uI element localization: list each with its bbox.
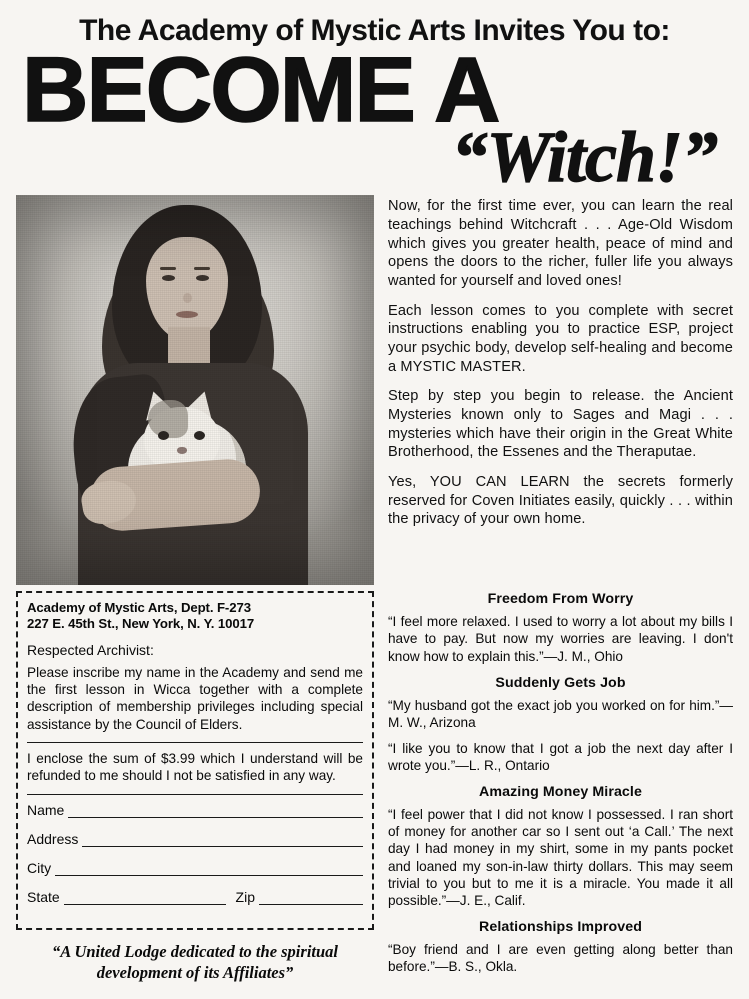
testimonial-quote-3: “I like you to know that I got a job the next day after I wrote you.”—L. R., Ontario (388, 740, 733, 774)
coupon-address-line-2: 227 E. 45th St., New York, N. Y. 10017 (27, 616, 255, 632)
coupon-divider-2 (27, 794, 363, 795)
coupon-field-address-label: Address (27, 830, 79, 847)
testimonials-column (374, 591, 733, 984)
coupon-field-address[interactable] (27, 831, 363, 847)
coupon-paragraph-2: I enclose the sum of $3.99 which I understand will be refunded to me should I not be satisfied in any way. (27, 751, 363, 784)
testimonial-quote-5: “Boy friend and I are even getting along better than before.”—B. S., Okla. (388, 941, 733, 975)
bottom-content-row (16, 591, 733, 984)
body-paragraph-4: Yes, YOU CAN LEARN the secrets formerly reserved for Coven Initiates easily, quickly . . . within the privacy of your own home. (388, 474, 733, 528)
lodge-tagline: “A United Lodge dedicated to the spiritual development of its Affiliates” (52, 941, 338, 982)
photo-column (16, 195, 374, 585)
headline-witch: “Witch!” (451, 116, 717, 197)
coupon-field-city-input[interactable] (55, 862, 363, 876)
testimonial-heading-relationships-improved: Relationships Improved (478, 918, 643, 935)
photo-vignette (16, 195, 374, 585)
testimonial-heading-suddenly-gets-job: Suddenly Gets Job (495, 674, 626, 691)
woman-holding-cat-photo (16, 195, 374, 585)
mail-in-coupon[interactable] (16, 591, 374, 930)
body-paragraph-1: Now, for the first time ever, you can learn the real teachings behind Witchcraft . . . Age-Old Wisdom which gives you greater health, peace of mind and opens the doors to the richer, fuller life you always wanted for yourself and loved ones! (388, 198, 733, 290)
coupon-field-city[interactable] (27, 860, 363, 876)
coupon-field-zip-label: Zip (235, 888, 255, 905)
coupon-field-zip-input[interactable] (259, 891, 363, 905)
headline-become: BECOME A (22, 39, 499, 141)
coupon-paragraph-1: Please inscribe my name in the Academy and send me the first lesson in Wicca together with a complete description of membership privileges including special assistance by the Council of Elders. (27, 664, 363, 732)
testimonial-quote-4: “I feel power that I did not know I possessed. I ran short of money for another car so I sent out ‘a Call.’ The next day I had money in my shirt, some in my pants pocket and loaned my son-in-law thirty dollars. This may seem trivial to you but to me it is a miracle. You made it all possible.”—J. E., Calif. (388, 807, 733, 908)
body-copy-column (374, 195, 733, 585)
coupon-field-address-input[interactable] (82, 833, 363, 847)
coupon-salutation: Respected Archivist: (27, 641, 154, 658)
coupon-field-state-input[interactable] (64, 891, 226, 905)
headline-kicker: The Academy of Mystic Arts Invites You to: (79, 14, 670, 47)
testimonial-heading-amazing-money-miracle: Amazing Money Miracle (479, 784, 642, 801)
coupon-field-name[interactable] (27, 802, 363, 818)
coupon-address (27, 600, 363, 632)
top-content-row (16, 195, 733, 585)
coupon-field-state-label: State (27, 888, 60, 905)
coupon-field-city-label: City (27, 859, 52, 876)
coupon-field-state-zip[interactable] (27, 889, 363, 905)
testimonial-quote-2: “My husband got the exact job you worked on for him.”—M. W., Arizona (388, 697, 733, 730)
testimonial-heading-freedom-from-worry: Freedom From Worry (487, 591, 634, 608)
coupon-field-name-label: Name (27, 801, 65, 818)
testimonial-quote-1: “I feel more relaxed. I used to worry a lot about my bills I have to pay. But now my worries are leaving. I don't know how to explain this.”—J. M., Ohio (388, 614, 733, 664)
coupon-field-name-input[interactable] (68, 804, 363, 818)
coupon-divider-1 (27, 742, 363, 743)
coupon-address-line-1: Academy of Mystic Arts, Dept. F-273 (27, 600, 251, 616)
coupon-column (16, 591, 374, 984)
body-paragraph-2: Each lesson comes to you complete with secret instructions enabling you to practice ESP, project your psychic body, develop self-healing and become a MYSTIC MASTER. (388, 302, 733, 375)
body-paragraph-3: Step by step you begin to release. the Ancient Mysteries known only to Sages and Magi . . . mysteries which have their origin in the Great White Brotherhood, the Essenes and the Theraputae. (388, 388, 733, 461)
